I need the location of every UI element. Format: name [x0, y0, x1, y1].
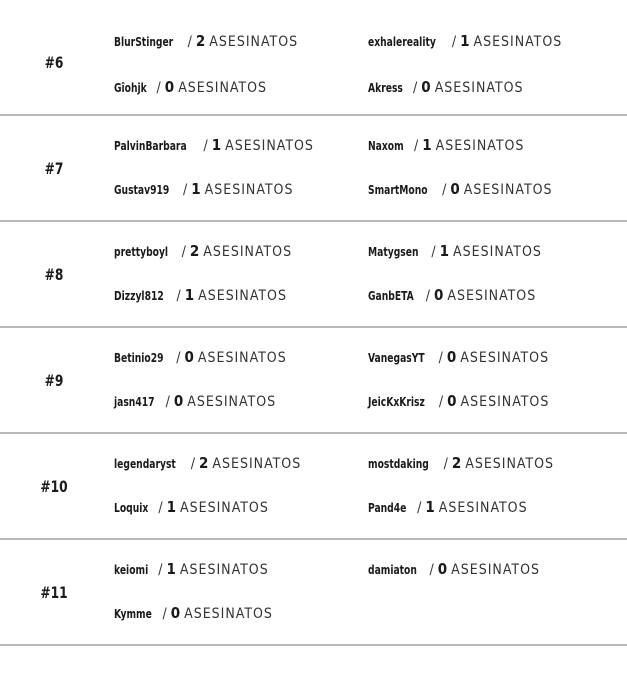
- kill-count: 0: [433, 286, 444, 304]
- kill-label: ASESINATOS: [225, 138, 314, 154]
- player-name: legendaryst: [114, 457, 176, 471]
- player-name: Betinio29: [114, 351, 164, 365]
- player-entry: Kymme / 0 ASESINATOS: [114, 604, 273, 622]
- player-name: damiaton: [368, 563, 417, 577]
- kill-label: ASESINATOS: [197, 350, 287, 366]
- player-entry: GanbETA / 0 ASESINATOS: [368, 286, 537, 304]
- kill-count: 1: [166, 498, 177, 516]
- rank-label: #9: [44, 370, 64, 390]
- kill-count: 2: [451, 454, 462, 472]
- kill-label: ASESINATOS: [203, 244, 293, 260]
- player-entry: Dizzyl812 / 1 ASESINATOS: [114, 286, 287, 304]
- kill-count: 1: [439, 242, 450, 260]
- player-entry: Matygsen / 1 ASESINATOS: [368, 242, 542, 260]
- player-name: prettyboyl: [114, 245, 169, 259]
- player-name: Gustav919: [114, 183, 170, 197]
- kill-count: 0: [446, 348, 457, 366]
- leaderboard-row: [0, 10, 627, 116]
- kill-label: ASESINATOS: [465, 456, 555, 472]
- player-entry: legendaryst / 2 ASESINATOS: [114, 454, 302, 472]
- rank-label: #8: [44, 264, 64, 284]
- rank-label: #11: [40, 582, 68, 602]
- leaderboard-row: [0, 540, 627, 646]
- kill-count: 2: [195, 32, 206, 50]
- kill-label: ASESINATOS: [451, 562, 540, 578]
- kill-count: 0: [437, 560, 448, 578]
- kill-count: 1: [191, 180, 201, 198]
- leaderboard-row: [0, 222, 627, 328]
- kill-label: ASESINATOS: [453, 244, 542, 260]
- player-entry: Gustav919 / 1 ASESINATOS: [114, 180, 294, 198]
- kill-label: ASESINATOS: [438, 500, 528, 516]
- kill-count: 1: [460, 32, 470, 50]
- kill-count: 1: [422, 136, 432, 154]
- kill-label: ASESINATOS: [180, 500, 269, 516]
- player-entry: Loquix / 1 ASESINATOS: [114, 498, 269, 516]
- kill-count: 1: [166, 560, 176, 578]
- player-entry: BlurStinger / 2 ASESINATOS: [114, 32, 299, 50]
- player-name: Pand4e: [368, 501, 407, 515]
- player-entry: JeicKxKrisz / 0 ASESINATOS: [368, 392, 550, 410]
- player-entry: keiomi / 1 ASESINATOS: [114, 560, 269, 578]
- player-name: Kymme: [114, 607, 152, 621]
- kill-label: ASESINATOS: [212, 456, 302, 472]
- kill-label: ASESINATOS: [178, 80, 268, 96]
- kill-count: 0: [170, 604, 181, 622]
- player-entry: Gîohjk / 0 ASESINATOS: [114, 78, 268, 96]
- player-entry: Naxom / 1 ASESINATOS: [368, 136, 525, 154]
- rank-label: #6: [44, 52, 64, 72]
- player-entry: SmartMono / 0 ASESINATOS: [368, 180, 553, 198]
- kill-label: ASESINATOS: [198, 288, 287, 304]
- player-name: mostdaking: [368, 457, 429, 471]
- player-entry: damiaton / 0 ASESINATOS: [368, 560, 540, 578]
- kill-count: 2: [198, 454, 209, 472]
- player-name: SmartMono: [368, 183, 428, 197]
- leaderboard: [0, 10, 627, 646]
- kill-label: ASESINATOS: [184, 606, 273, 622]
- kill-count: 1: [211, 136, 222, 154]
- player-entry: prettyboyl / 2 ASESINATOS: [114, 242, 293, 260]
- player-name: VanegasYT: [368, 351, 425, 365]
- kill-count: 0: [421, 78, 431, 96]
- kill-label: ASESINATOS: [460, 394, 550, 410]
- kill-count: 0: [184, 348, 194, 366]
- player-entry: exhalereality / 1 ASESINATOS: [368, 32, 563, 50]
- kill-label: ASESINATOS: [179, 562, 269, 578]
- kill-count: 0: [164, 78, 175, 96]
- kill-count: 2: [189, 242, 200, 260]
- player-entry: jasn417 / 0 ASESINATOS: [114, 392, 277, 410]
- player-entry: VanegasYT / 0 ASESINATOS: [368, 348, 550, 366]
- player-name: Dizzyl812: [114, 289, 164, 303]
- player-entry: PalvinBarbara / 1 ASESINATOS: [114, 136, 314, 154]
- leaderboard-row: [0, 434, 627, 540]
- player-name: GanbETA: [368, 289, 414, 303]
- player-name: BlurStinger: [114, 35, 174, 49]
- player-name: Naxom: [368, 139, 404, 153]
- player-name: Matygsen: [368, 245, 419, 259]
- kill-label: ASESINATOS: [473, 34, 563, 50]
- player-entry: Betinio29 / 0 ASESINATOS: [114, 348, 287, 366]
- leaderboard-row: [0, 328, 627, 434]
- kill-count: 1: [425, 498, 435, 516]
- player-name: exhalereality: [368, 35, 436, 49]
- kill-count: 0: [447, 392, 457, 410]
- kill-count: 0: [173, 392, 184, 410]
- kill-label: ASESINATOS: [434, 80, 524, 96]
- kill-label: ASESINATOS: [447, 288, 537, 304]
- player-entry: Akress / 0 ASESINATOS: [368, 78, 524, 96]
- kill-label: ASESINATOS: [187, 394, 277, 410]
- kill-count: 0: [450, 180, 460, 198]
- player-name: PalvinBarbara: [114, 139, 187, 153]
- player-name: keiomi: [114, 563, 149, 577]
- kill-label: ASESINATOS: [463, 182, 553, 198]
- kill-label: ASESINATOS: [209, 34, 299, 50]
- kill-label: ASESINATOS: [460, 350, 550, 366]
- player-entry: Pand4e / 1 ASESINATOS: [368, 498, 528, 516]
- leaderboard-row: [0, 116, 627, 222]
- player-name: jasn417: [114, 395, 155, 409]
- kill-count: 1: [184, 286, 195, 304]
- rank-label: #10: [40, 476, 68, 496]
- rank-label: #7: [44, 158, 64, 178]
- player-entry: mostdaking / 2 ASESINATOS: [368, 454, 555, 472]
- player-name: Akress: [368, 81, 403, 95]
- kill-label: ASESINATOS: [435, 138, 525, 154]
- player-name: JeicKxKrisz: [368, 395, 425, 409]
- player-name: Loquix: [114, 501, 149, 515]
- player-name: Gîohjk: [114, 81, 147, 95]
- kill-label: ASESINATOS: [204, 182, 294, 198]
